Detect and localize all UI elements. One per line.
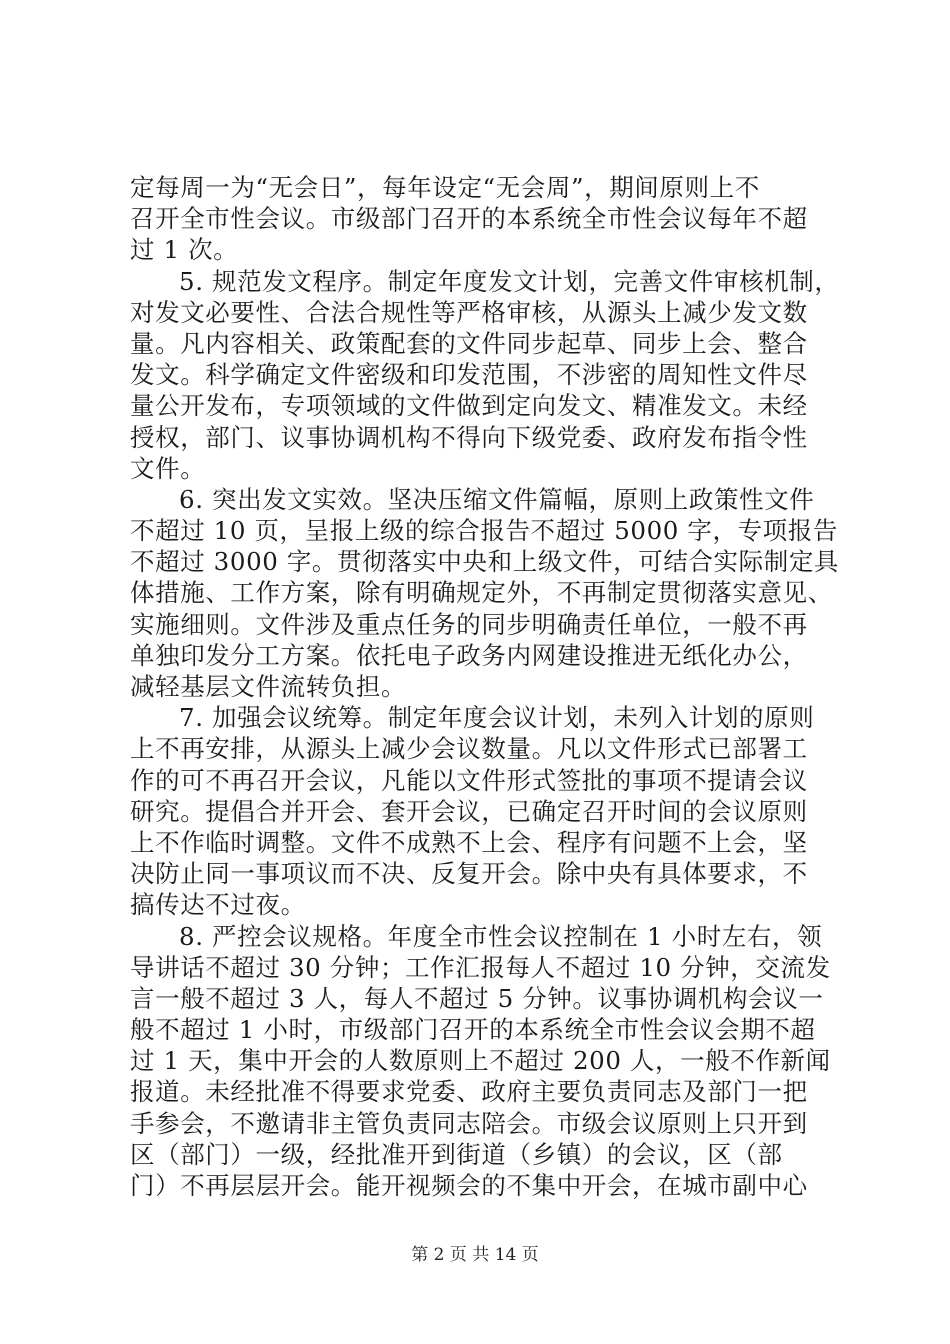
document-body [130,172,840,1201]
text-line: 言一般不超过 3 人，每人不超过 5 分钟。议事协调机构会议一 [130,983,824,1013]
text-line: 不超过 10 页，呈报上级的综合报告不超过 5000 字，专项报告 [130,516,838,546]
text-line: 体措施、工作方案，除有明确规定外，不再制定贯彻落实意见、 [130,578,833,608]
text-line: 实施细则。文件涉及重点任务的同步明确责任单位，一般不再 [130,609,808,639]
text-line: 导讲话不超过 30 分钟；工作汇报每人不超过 10 分钟，交流发 [130,952,831,982]
text-line: 门）不再层层开会。能开视频会的不集中开会，在城市副中心 [130,1171,808,1200]
paragraph-start-line: 5. 规范发文程序。制定年度发文计划，完善文件审核机制， [179,266,840,296]
text-line: 决防止同一事项议而不决、反复开会。除中央有具体要求，不 [130,859,808,889]
text-line: 研究。提倡合并开会、套开会议，已确定召开时间的会议原则 [130,796,808,826]
text-line: 般不超过 1 小时，市级部门召开的本系统全市性会议会期不超 [130,1015,816,1045]
paragraph-start-line: 6. 突出发文实效。坚决压缩文件篇幅，原则上政策性文件 [179,484,815,514]
text-line: 定每周一为“无会日”，每年设定“无会周”，期间原则上不 [130,173,760,202]
text-line: 量公开发布，专项领域的文件做到定向发文、精准发文。未经 [130,391,808,421]
text-line: 过 1 次。 [130,235,239,265]
text-line: 上不再安排，从源头上减少会议数量。凡以文件形式已部署工 [130,734,808,764]
page-footer: 第 2 页 共 14 页 [411,1245,539,1265]
text-line: 文件。 [130,453,206,483]
text-line: 召开全市性会议。市级部门召开的本系统全市性会议每年不超 [130,204,808,234]
text-line: 区（部门）一级，经批准开到街道（乡镇）的会议，区（部 [130,1139,783,1169]
text-line: 作的可不再召开会议，凡能以文件形式签批的事项不提请会议 [130,765,808,795]
text-line: 搞传达不过夜。 [130,890,306,920]
text-line: 过 1 天，集中开会的人数原则上不超过 200 人，一般不作新闻 [130,1046,831,1076]
text-line: 发文。科学确定文件密级和印发范围，不涉密的周知性文件尽 [130,360,808,390]
paragraph-start-line: 8. 严控会议规格。年度全市性会议控制在 1 小时左右，领 [179,921,823,951]
text-line: 不超过 3000 字。贯彻落实中央和上级文件，可结合实际制定具 [130,547,840,577]
text-line: 单独印发分工方案。依托电子政务内网建设推进无纸化办公， [130,640,808,670]
text-line: 手参会，不邀请非主管负责同志陪会。市级会议原则上只开到 [130,1108,808,1138]
text-line: 授权，部门、议事协调机构不得向下级党委、政府发布指令性 [130,422,808,452]
text-line: 报道。未经批准不得要求党委、政府主要负责同志及部门一把 [130,1077,808,1107]
text-line: 对发文必要性、合法合规性等严格审核，从源头上减少发文数 [130,297,808,327]
text-line: 上不作临时调整。文件不成熟不上会、程序有问题不上会，坚 [130,827,808,857]
text-line: 量。凡内容相关、政策配套的文件同步起草、同步上会、整合 [130,328,808,358]
text-line: 减轻基层文件流转负担。 [130,672,407,701]
paragraph-start-line: 7. 加强会议统筹。制定年度会议计划，未列入计划的原则 [179,703,815,733]
